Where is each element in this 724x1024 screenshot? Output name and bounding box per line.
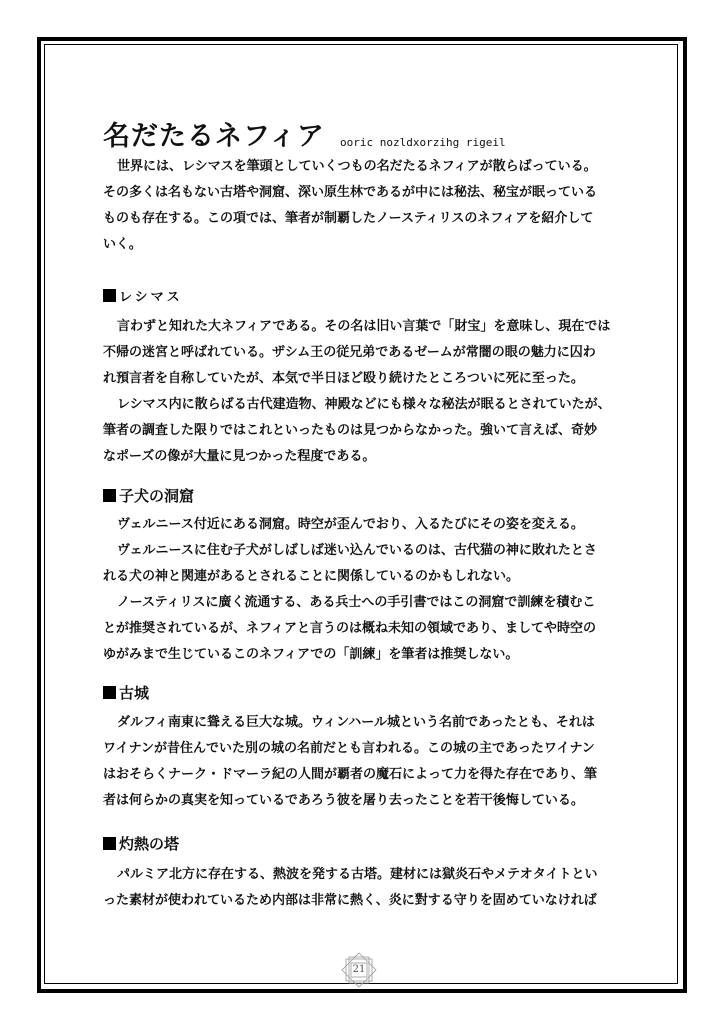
paragraph-line: 不帰の迷宮と呼ばれている。ザシム王の従兄弟であるゼームが常闇の眼の魅力に囚わ bbox=[103, 345, 596, 360]
intro-line: 世界には、レシマスを筆頭としていくつもの名だたるネフィアが散らばっている。 bbox=[117, 159, 597, 174]
section-heading bbox=[103, 288, 183, 308]
paragraph-line: ダルフィ南東に聳える巨大な城。ウィンハール城という名前であったとも、それは bbox=[117, 715, 595, 730]
intro-line: ものも存在する。この項では、筆者が制覇したノースティリスのネフィアを紹介して bbox=[103, 211, 594, 226]
section-heading bbox=[103, 486, 194, 506]
intro-line: いく。 bbox=[103, 237, 142, 252]
paragraph-line: ノースティリスに廣く流通する、ある兵士への手引書ではこの洞窟で訓練を積むこ bbox=[117, 595, 596, 610]
paragraph-line: 者は何らかの真実を知っているであろう彼を屠り去ったことを若干後悔している。 bbox=[103, 793, 584, 808]
square-bullet-icon bbox=[103, 686, 116, 699]
square-bullet-icon bbox=[103, 489, 116, 502]
section-heading-text: 古城 bbox=[119, 684, 150, 702]
square-bullet-icon bbox=[103, 837, 116, 850]
section-heading-text: 子犬の洞窟 bbox=[119, 487, 195, 505]
paragraph-line: ヴェルニース付近にある洞窟。時空が歪んでおり、入るたびにその姿を変える。 bbox=[117, 517, 584, 532]
paragraph-line: なポーズの像が大量に見つかった程度である。 bbox=[103, 449, 376, 464]
paragraph-line: 筆者の調査した限りではこれといったものは見つからなかった。強いて言えば、奇妙 bbox=[103, 423, 598, 438]
paragraph-line: れる犬の神と関連があるとされることに関係しているのかもしれない。 bbox=[103, 569, 520, 584]
section-heading-text: 灼熱の塔 bbox=[119, 835, 180, 853]
paragraph-line: った素材が使われているため内部は非常に熱く、炎に對する守りを固めていなければ bbox=[103, 893, 597, 908]
paragraph-line: レシマス内に散らばる古代建造物、神殿などにも様々な秘法が眠るとされていたが、 bbox=[117, 397, 611, 412]
page-subtitle: ooric nozldxorzihg rigeil bbox=[340, 136, 506, 149]
paragraph-line: 言わずと知れた大ネフィアである。その名は旧い言葉で「財宝」を意味し、現在では bbox=[117, 319, 611, 334]
page-number-ornament bbox=[341, 952, 377, 988]
paragraph-line: れ預言者を自称していたが、本気で半日ほど殴り続けたところついに死に至った。 bbox=[103, 371, 584, 386]
page-number: 21 bbox=[352, 964, 366, 975]
paragraph-line: はおそらくナーク・ドマーラ紀の人間が覇者の魔石によって力を得た存在であり、筆 bbox=[103, 767, 598, 782]
section-heading bbox=[103, 683, 149, 703]
paragraph-line: パルミア北方に存在する、熱波を発する古塔。建材には獄炎石やメテオタイトとい bbox=[117, 867, 598, 882]
paragraph-line: ワイナンが昔住んでいた別の城の名前だとも言われる。この城の主であったワイナン bbox=[103, 741, 595, 756]
intro-line: その多くは名もない古塔や洞窟、深い原生林であるが中には秘法、秘宝が眠っている bbox=[103, 185, 598, 200]
paragraph-line: とが推奨されているが、ネフィアと言うのは概ね未知の領域であり、ましてや時空の bbox=[103, 621, 596, 636]
paragraph-line: ヴェルニースに住む子犬がしばしば迷い込んでいるのは、古代猫の神に敗れたとさ bbox=[117, 543, 597, 558]
paragraph-line: ゆがみまで生じているこのネフィアでの「訓練」を筆者は推奨しない。 bbox=[103, 647, 519, 662]
square-bullet-icon bbox=[103, 289, 116, 302]
section-heading bbox=[103, 834, 179, 854]
section-heading-text: レシマス bbox=[119, 290, 183, 305]
page-title: 名だたるネフィア bbox=[103, 121, 325, 152]
